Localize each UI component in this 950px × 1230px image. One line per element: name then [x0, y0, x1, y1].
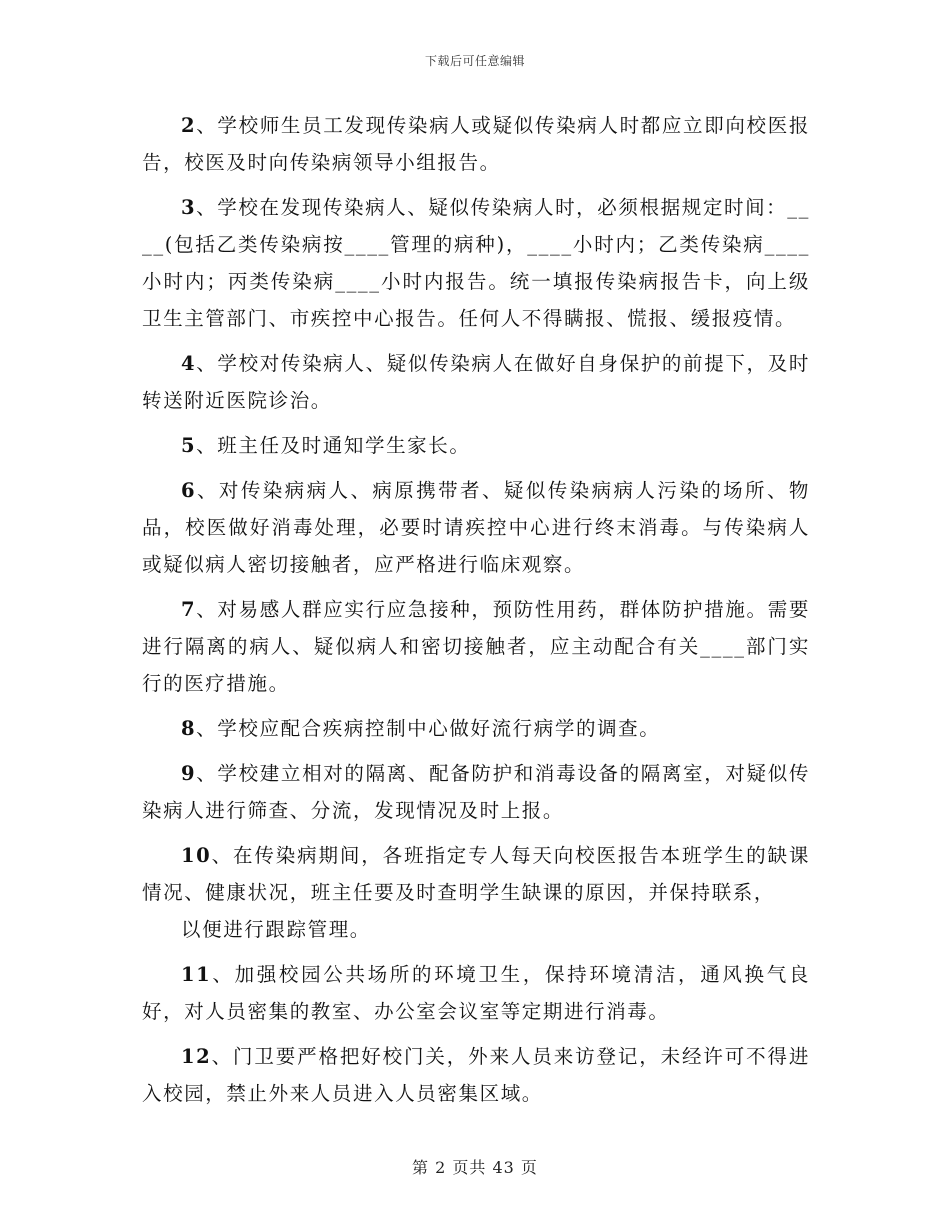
item-number: 3 — [181, 196, 197, 219]
paragraph-text: 、学校应配合疾病控制中心做好流行病学的调查。 — [196, 717, 661, 740]
paragraph-7 — [142, 591, 810, 702]
paragraph-12 — [142, 1038, 810, 1112]
paragraph-6 — [142, 472, 810, 583]
paragraph-text: 、班主任及时通知学生家长。 — [196, 434, 471, 457]
page-footer: 第 2 页共 43 页 — [412, 1158, 538, 1177]
paragraph-11 — [142, 956, 810, 1030]
page-header: 下载后可任意编辑 — [424, 54, 525, 68]
paragraph-text: 、门卫要严格把好校门关，外来人员来访登记，未经许可不得进入校园，禁止外来人员进入人员密集区域。 — [142, 1045, 810, 1105]
item-number: 4 — [181, 352, 197, 375]
document-body — [142, 107, 810, 1120]
paragraph-text: 、对传染病病人、病原携带者、疑似传染病病人污染的场所、物品，校医做好消毒处理，必要时请疾控中心进行终末消毒。与传染病人或疑似病人密切接触者，应严格进行临床观察。 — [142, 479, 810, 576]
paragraph-text: 、学校师生员工发现传染病人或疑似传染病人时都应立即向校医报告，校医及时向传染病领导小组报告。 — [142, 114, 810, 174]
paragraph-text: 、在传染病期间，各班指定专人每天向校医报告本班学生的缺课情况、健康状况，班主任要及时查明学生缺课的原因，并保持联系， — [142, 844, 810, 904]
item-number: 2 — [181, 114, 197, 137]
item-number: 7 — [181, 598, 197, 621]
paragraph-5 — [142, 427, 810, 464]
item-number: 9 — [181, 762, 197, 785]
item-number: 5 — [181, 434, 197, 457]
paragraph-10 — [142, 837, 810, 948]
item-number: 6 — [181, 479, 197, 502]
item-number: 10 — [181, 844, 212, 867]
paragraph-3 — [142, 189, 810, 337]
paragraph-9 — [142, 755, 810, 829]
paragraph-text: 、学校建立相对的隔离、配备防护和消毒设备的隔离室，对疑似传染病人进行筛查、分流，发现情况及时上报。 — [142, 762, 810, 822]
paragraph-text: 、加强校园公共场所的环境卫生，保持环境清洁，通风换气良好，对人员密集的教室、办公室会议室等定期进行消毒。 — [142, 963, 810, 1023]
paragraph-continuation: 以便进行跟踪管理。 — [181, 918, 371, 941]
paragraph-2 — [142, 107, 810, 181]
item-number: 8 — [181, 717, 197, 740]
item-number: 11 — [181, 963, 212, 986]
paragraph-text: 、学校在发现传染病人、疑似传染病人时，必须根据规定时间：____(包括乙类传染病按____管理的病种)，____小时内；乙类传染病____小时内；丙类传染病____小时内报告。统一填报传染病报告卡，向上级卫生主管部门、市疾控中心报告。任何人不得瞒报、慌报、缓报疫情。 — [142, 196, 810, 330]
paragraph-text: 、学校对传染病人、疑似传染病人在做好自身保护的前提下，及时转送附近医院诊治。 — [142, 352, 810, 412]
paragraph-text: 、对易感人群应实行应急接种，预防性用药，群体防护措施。需要进行隔离的病人、疑似病人和密切接触者，应主动配合有关____部门实行的医疗措施。 — [142, 598, 810, 695]
paragraph-8 — [142, 710, 810, 747]
paragraph-4 — [142, 345, 810, 419]
item-number: 12 — [181, 1045, 212, 1068]
